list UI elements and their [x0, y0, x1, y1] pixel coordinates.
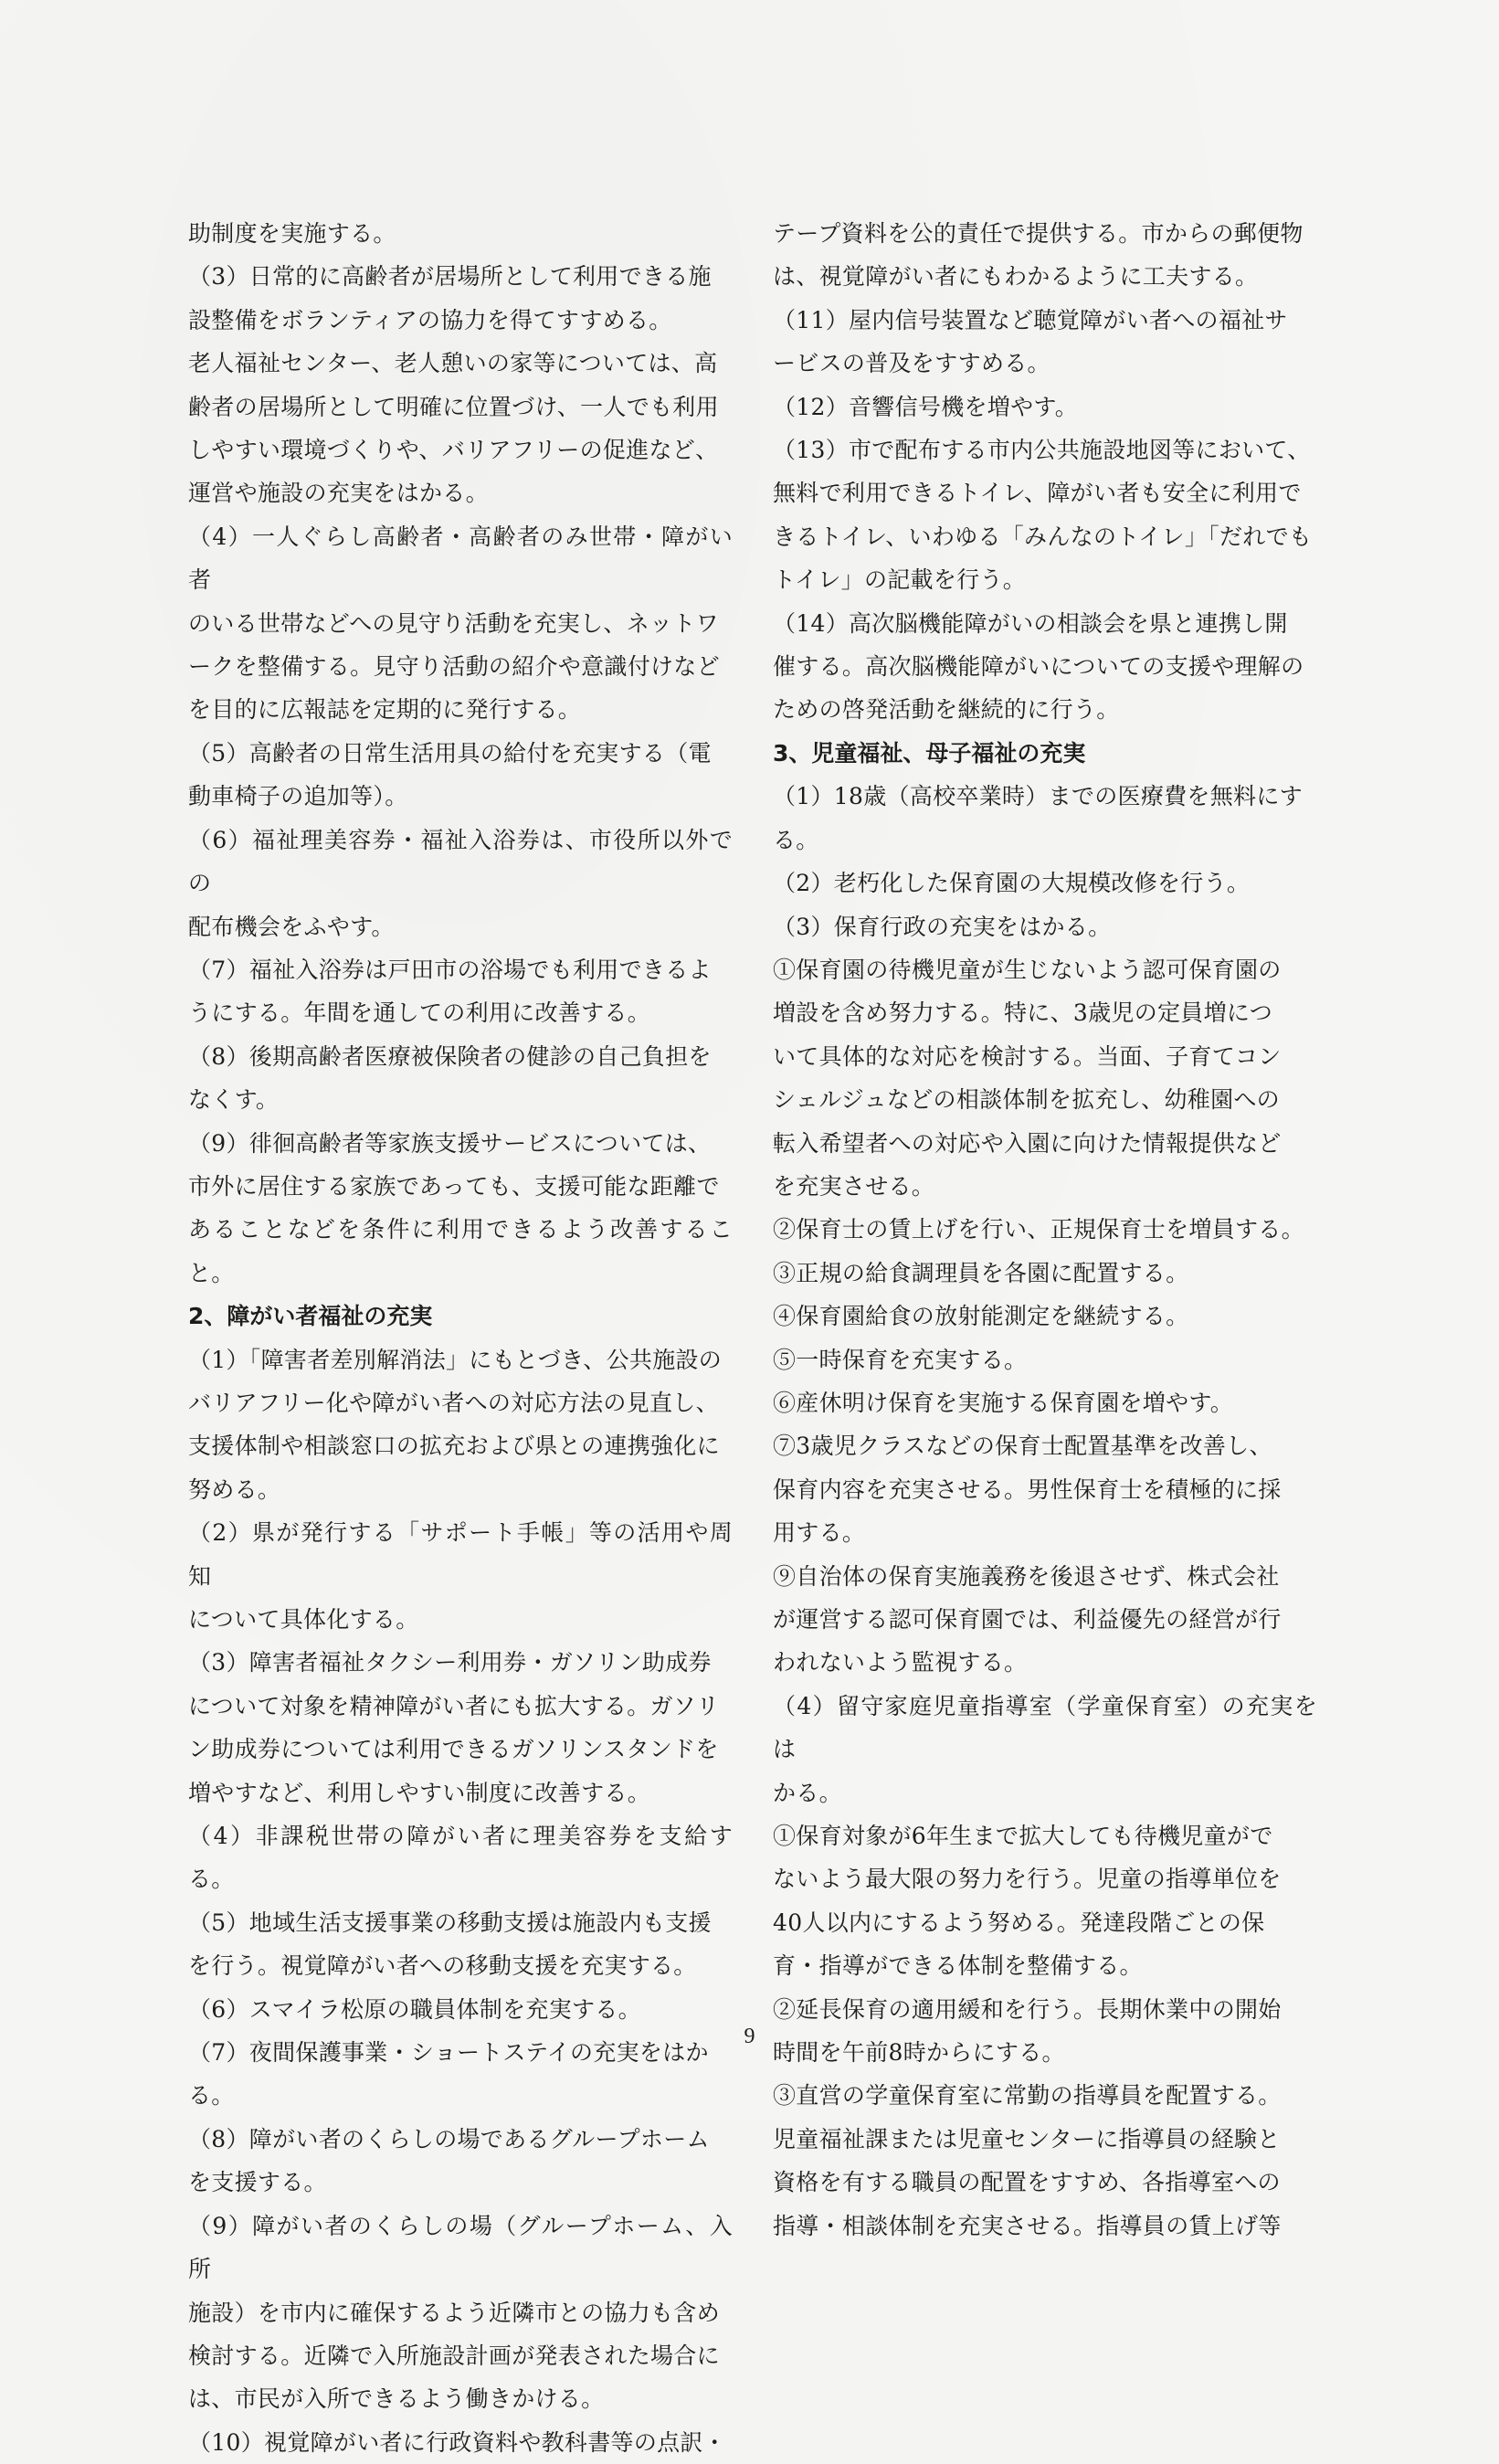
paragraph: （6）スマイラ松原の職員体制を充実する。 [188, 1995, 641, 2023]
paragraph: （3）保育行政の充実をはかる。 [773, 913, 1112, 940]
paragraph: ④保育園給食の放射能測定を継続する。 [773, 1303, 1189, 1330]
paragraph: （9）障がい者のくらしの場（グループホーム、入所 施設）を市内に確保するよう近隣市との協力も含め 検討する。近隣で入所施設計画が発表された場合に は、市民が入所できるよう働きかける。 [188, 2212, 733, 2413]
paragraph: （9）徘徊高齢者等家族支援サービスについては、 市外に居住する家族であっても、支援可能な距離で あることなどを条件に利用できるよう改善すること。 [188, 1129, 733, 1286]
paragraph: （13）市で配布する市内公共施設地図等において、 無料で利用できるトイレ、障がい者も安全に利用で きるトイレ、いわゆる「みんなのトイレ」「だれでも トイレ」の記載を行う。 [773, 437, 1313, 594]
right-column [773, 212, 1317, 2247]
paragraph: （2）老朽化した保育園の大規模改修を行う。 [773, 870, 1251, 897]
paragraph: （6）福祉理美容券・福祉入浴券は、市役所以外での 配布機会をふやす。 [188, 826, 733, 940]
paragraph: （1）18歳（高校卒業時）までの医療費を無料にす る。 [773, 783, 1303, 853]
paragraph: （10）視覚障がい者に行政資料や教科書等の点訳・ [188, 2428, 727, 2456]
paragraph: ②延長保育の適用緩和を行う。長期休業中の開始 時間を午前8時からにする。 [773, 1995, 1282, 2067]
paragraph: （11）屋内信号装置など聴覚障がい者への福祉サ ービスの普及をすすめる。 [773, 306, 1288, 377]
paragraph: （4）留守家庭児童指導室（学童保育室）の充実をは かる。 [773, 1692, 1317, 1806]
paragraph: 助制度を実施する。 [188, 220, 396, 247]
paragraph: ③直営の学童保育室に常勤の指導員を配置する。 児童福祉課または児童センターに指導員の経験と 資格を有する職員の配置をすすめ、各指導室への 指導・相談体制を充実させる。指導員の賃上げ等 [773, 2082, 1282, 2239]
paragraph: ③正規の給食調理員を各園に配置する。 [773, 1259, 1189, 1286]
paragraph: （7）福祉入浴券は戸田市の浴場でも利用できるよ うにする。年間を通しての利用に改善する。 [188, 956, 712, 1027]
paragraph: （12）音響信号機を増やす。 [773, 393, 1079, 420]
paragraph: 老人福祉センター、老人憩いの家等については、高 齢者の居場所として明確に位置づけ、一人でも利用 しやすい環境づくりや、バリアフリーの促進など、 運営や施設の充実をはかる。 [188, 350, 719, 507]
section-heading: 3、児童福祉、母子福祉の充実 [773, 739, 1086, 767]
paragraph: （1）「障害者差別解消法」にもとづき、公共施設の バリアフリー化や障がい者への対応方法の見直し、 支援体制や相談窓口の拡充および県との連携強化に 努める。 [188, 1346, 723, 1503]
paragraph: （8）障がい者のくらしの場であるグループホーム を支援する。 [188, 2125, 710, 2196]
paragraph: （5）高齢者の日常生活用具の給付を充実する（電 動車椅子の追加等）。 [188, 739, 712, 810]
paragraph: ⑤一時保育を充実する。 [773, 1346, 1028, 1373]
paragraph: ⑥産休明け保育を実施する保育園を増やす。 [773, 1389, 1234, 1416]
paragraph: ①保育園の待機児童が生じないよう認可保育園の 増設を含め努力する。特に、3歳児の定員増につ いて具体的な対応を検討する。当面、子育てコン シェルジュなどの相談体制を拡充し、幼稚園への 転入希望者への対応や入園に向けた情報提供など を充実させる。 [773, 956, 1282, 1200]
paragraph: ⑦3歳児クラスなどの保育士配置基準を改善し、 保育内容を充実させる。男性保育士を積極的に採 用する。 [773, 1433, 1282, 1547]
paragraph: （3）日常的に高齢者が居場所として利用できる施 設整備をボランティアの協力を得てすすめる。 [188, 263, 712, 333]
paragraph: （8）後期高齢者医療被保険者の健診の自己負担を なくす。 [188, 1042, 712, 1114]
paragraph: （3）障害者福祉タクシー利用券・ガソリン助成券 について対象を精神障がい者にも拡大する。ガソリ ン助成券については利用できるガソリンスタンドを 増やすなど、利用しやすい制度に改善する。 [188, 1649, 720, 1806]
paragraph: ①保育対象が6年生まで拡大しても待機児童がで ないよう最大限の努力を行う。児童の指導単位を 40人以内にするよう努める。発達段階ごとの保 育・指導ができる体制を整備する。 [773, 1823, 1282, 1980]
paragraph: ②保育士の賃上げを行い、正規保育士を増員する。 [773, 1216, 1304, 1243]
section-heading: 2、障がい者福祉の充実 [188, 1303, 433, 1330]
paragraph: （5）地域生活支援事業の移動支援は施設内も支援 を行う。視覚障がい者への移動支援を充実する。 [188, 1909, 712, 1980]
left-column [188, 212, 733, 2464]
paragraph: ⑨自治体の保育実施義務を後退させず、株式会社 が運営する認可保育園では、利益優先の経営が行 われないよう監視する。 [773, 1562, 1282, 1676]
page-number: 9 [744, 2025, 755, 2048]
paragraph: （7）夜間保護事業・ショートステイの充実をはか る。 [188, 2039, 709, 2110]
paragraph: （4）一人ぐらし高齢者・高齢者のみ世帯・障がい者 のいる世帯などへの見守り活動を充実し、ネットワ ークを整備する。見守り活動の紹介や意識付けなど を目的に広報誌を定期的に発行する。 [188, 523, 733, 724]
paragraph: （14）高次脳機能障がいの相談会を県と連携し開 催する。高次脳機能障がいについての支援や理解の ための啓発活動を継続的に行う。 [773, 609, 1304, 724]
paragraph: テープ資料を公的責任で提供する。市からの郵便物 は、視覚障がい者にもわかるように工夫する。 [773, 220, 1304, 291]
paragraph: （4）非課税世帯の障がい者に理美容券を支給する。 [188, 1823, 733, 1893]
paragraph: （2）県が発行する「サポート手帳」等の活用や周知 について具体化する。 [188, 1519, 733, 1633]
